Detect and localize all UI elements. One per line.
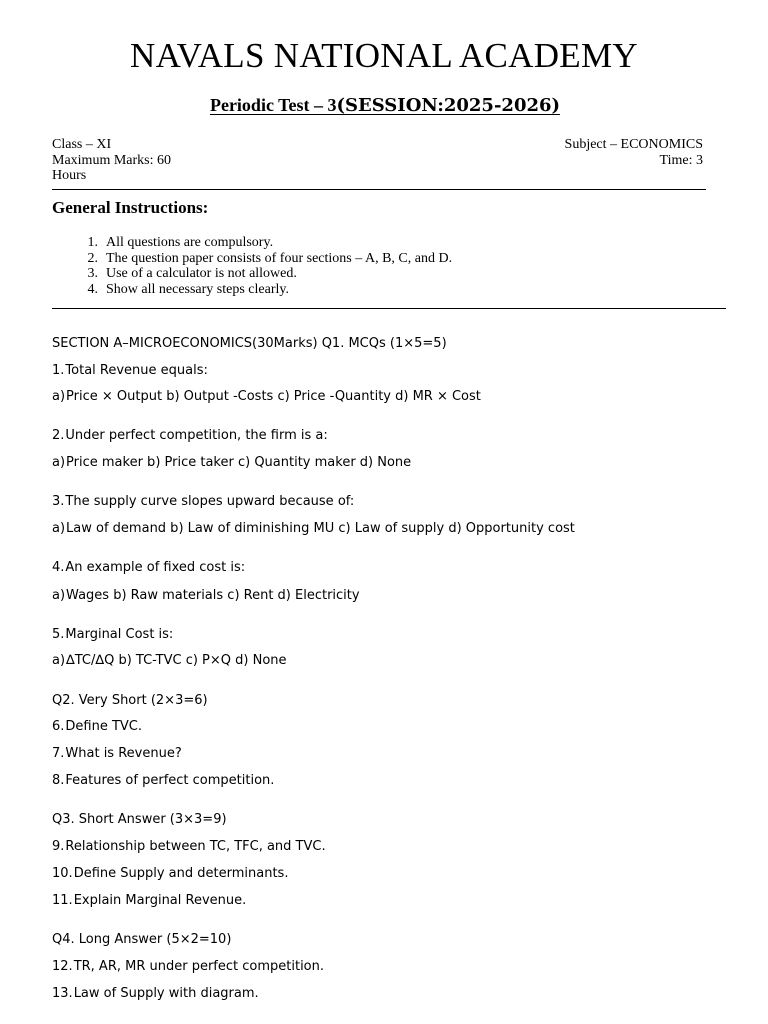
time-label: Time: 3 <box>659 152 703 168</box>
short-answer-question: 10.Define Supply and determinants. <box>52 866 289 881</box>
mcq-question: 4.An example of fixed cost is: <box>52 560 246 575</box>
mcq-options: a)Price maker b) Price taker c) Quantity maker d) None <box>52 455 412 470</box>
meta-left <box>52 137 452 184</box>
section-a-heading: SECTION A–MICROECONOMICS(30Marks) Q1. MCQs (1×5=5) <box>52 336 447 351</box>
mcq-question: 5.Marginal Cost is: <box>52 627 174 642</box>
test-title <box>0 95 768 116</box>
instruction-item: 2. The question paper consists of four sections – A, B, C, and D. <box>87 250 453 266</box>
instructions-list <box>52 235 452 297</box>
subject-label: Subject – ECONOMICS <box>564 137 703 152</box>
short-answer-question: 9.Relationship between TC, TFC, and TVC. <box>52 839 326 854</box>
mcq-options: a)Law of demand b) Law of diminishing MU c) Law of supply d) Opportunity cost <box>52 521 575 536</box>
instructions-heading: General Instructions: <box>52 198 209 217</box>
mcq-options: a)Price × Output b) Output -Costs c) Price -Quantity d) MR × Cost <box>52 389 481 404</box>
instructions-divider <box>52 308 726 309</box>
q4-heading: Q4. Long Answer (5×2=10) <box>52 932 232 947</box>
instruction-item: 1. All questions are compulsory. <box>87 235 274 250</box>
max-marks-label: Maximum Marks: 60 <box>52 152 171 168</box>
class-label: Class – XI <box>52 137 112 152</box>
short-question: 7.What is Revenue? <box>52 746 182 761</box>
long-answer-question: 12.TR, AR, MR under perfect competition. <box>52 959 325 974</box>
instruction-item: 4. Show all necessary steps clearly. <box>87 281 289 297</box>
test-title-prefix: Periodic Test – 3 <box>209 95 337 115</box>
mcq-question: 3.The supply curve slopes upward because of: <box>52 494 355 509</box>
mcq-question: 1.Total Revenue equals: <box>52 363 208 378</box>
mcq-options: a)Wages b) Raw materials c) Rent d) Electricity <box>52 588 360 603</box>
hours-label: Hours <box>52 168 87 183</box>
mcq-options: a)∆TC/∆Q b) TC-TVC c) P×Q d) None <box>52 653 287 668</box>
short-answer-question: 11.Explain Marginal Revenue. <box>52 893 247 908</box>
long-answer-question: 13.Law of Supply with diagram. <box>52 986 259 1001</box>
school-title: NAVALS NATIONAL ACADEMY <box>130 36 638 75</box>
instruction-item: 3. Use of a calculator is not allowed. <box>87 266 297 281</box>
mcq-question: 2.Under perfect competition, the firm is a: <box>52 428 328 443</box>
short-question: 8.Features of perfect competition. <box>52 773 275 788</box>
meta-right <box>520 137 703 168</box>
test-session: (SESSION:2025-2026) <box>336 95 561 116</box>
q2-heading: Q2. Very Short (2×3=6) <box>52 693 208 708</box>
header-divider <box>52 189 706 190</box>
q3-heading: Q3. Short Answer (3×3=9) <box>52 812 227 827</box>
short-question: 6.Define TVC. <box>52 719 143 734</box>
